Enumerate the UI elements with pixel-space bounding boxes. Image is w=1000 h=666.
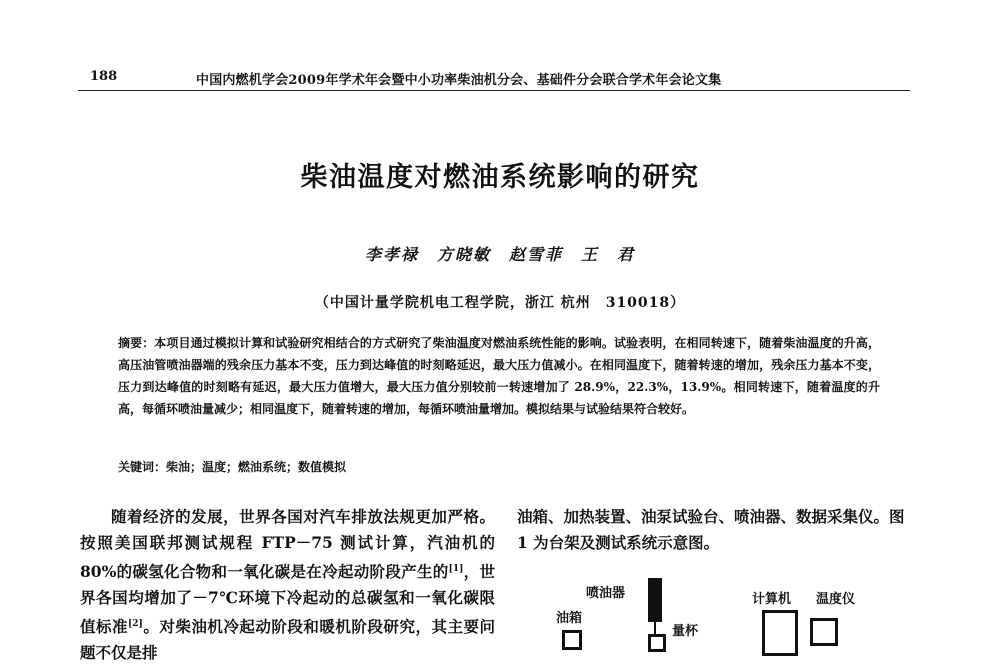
- injector-icon: [648, 578, 662, 622]
- test-bench-diagram: [548, 578, 868, 642]
- label-tank: 油箱: [556, 611, 583, 626]
- keywords: [118, 458, 880, 475]
- abstract: [118, 332, 880, 420]
- running-head: 中国内燃机学会2009年学术年会暨中小功率柴油机分会、基础件分会联合学术年会论文集: [196, 73, 722, 88]
- page-header: [78, 66, 910, 91]
- tank-box: [562, 630, 582, 650]
- keywords-label: 关键词：: [118, 460, 167, 474]
- keywords-text: 柴油；温度；燃油系统；数值模拟: [166, 460, 347, 474]
- authors: 李孝禄 方晓敏 赵雪菲 王 君: [364, 245, 635, 264]
- page-number: 188: [90, 69, 118, 84]
- affiliation: （中国计量学院机电工程学院，浙江 杭州 310018）: [314, 295, 686, 311]
- computer-box: [762, 610, 798, 656]
- label-thermometer: 温度仪: [816, 592, 856, 607]
- body-text-3: 。对柴油机冷起动阶段和暖机阶段研究，其主要问题不仅是排: [80, 617, 495, 663]
- body-text-1: 随着经济的发展，世界各国对汽车排放法规更加严格。按照美国联邦测试规程 FTP－75 测试计算，汽油机的 80%的碳氢化合物和一氧化碳是在冷起动阶段产生的: [80, 507, 495, 582]
- label-injector: 喷油器: [586, 586, 626, 601]
- paper-title: 柴油温度对燃油系统影响的研究: [300, 162, 700, 193]
- body-right-column: [517, 504, 915, 556]
- body-right-text: 油箱、加热装置、油泵试验台、喷油器、数据采集仪。图 1 为台架及测试系统示意图。: [517, 507, 905, 552]
- label-computer: 计算机: [752, 592, 792, 607]
- abstract-label: 摘要：: [118, 336, 155, 350]
- citation-1: [1]: [448, 564, 464, 574]
- label-cup: 量杯: [672, 624, 699, 639]
- abstract-text: 本项目通过模拟计算和试验研究相结合的方式研究了柴油温度对燃油系统性能的影响。试验表明，在相同转速下，随着柴油温度的升高，高压油管喷油器端的残余压力基本不变，压力到达峰值的时刻略延迟，最大压力值减小。在相同温度下，随着转速的增加，残余压力基本不变，压力到达峰值的时刻略有延迟，最大压力值增大，最大压力值分别较前一转速增加了 28.9%，22.3%，13.9%。相同转速下，随着温度的升高，每循环喷油量减少；相同温度下，随着转速的增加，每循环喷油量增加。模拟结果与试验结果符合较好。: [118, 336, 880, 416]
- citation-2: [2]: [128, 619, 143, 630]
- cup-box: [648, 634, 666, 652]
- body-text-2: ，世界各国均增加了－7℃环境下冷起动的总碳氢和一氧化碳限值标准: [80, 562, 495, 637]
